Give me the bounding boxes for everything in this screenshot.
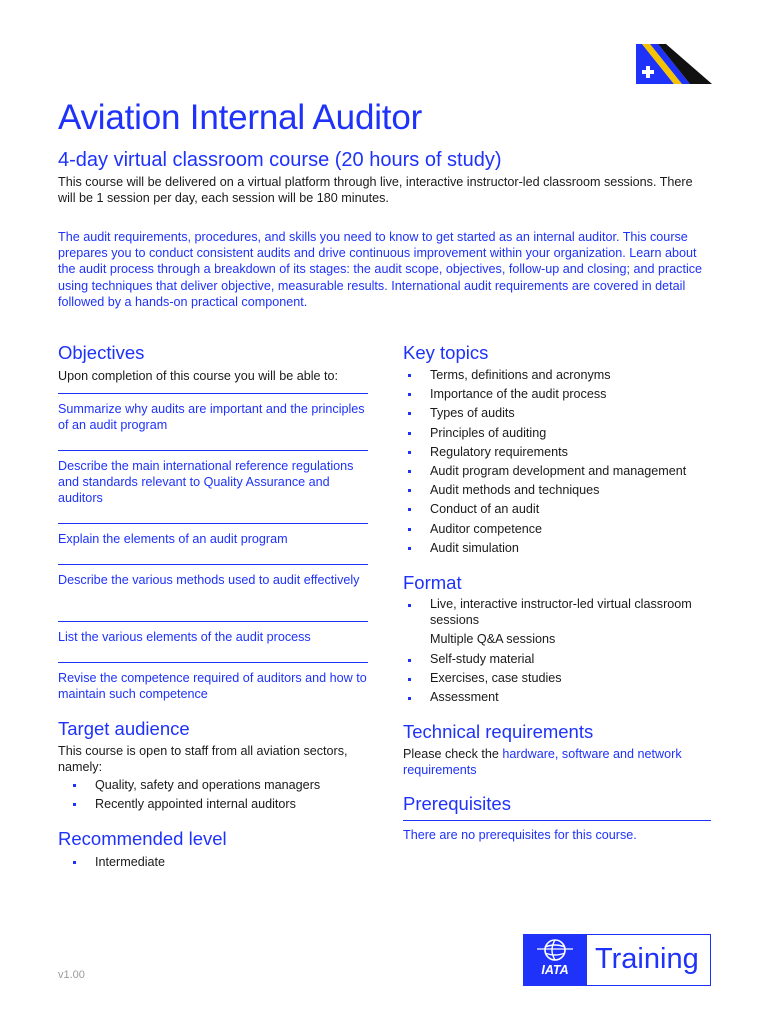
version-label: v1.00 [58, 969, 85, 981]
key-topics-list [403, 366, 713, 558]
prerequisites-heading: Prerequisites [403, 793, 511, 814]
list-item: Quality, safety and operations managers [58, 776, 368, 795]
requirements-link[interactable]: hardware, software and network requirements [403, 747, 682, 778]
list-item: Self-study material [403, 651, 713, 667]
list-item: Assessment [403, 689, 713, 705]
format-list [403, 596, 713, 708]
recommended-level-list [58, 853, 368, 872]
recommended-level-heading: Recommended level [58, 828, 227, 849]
objective-item: Explain the elements of an audit program [58, 523, 368, 564]
list-item: Conduct of an audit [403, 500, 713, 519]
list-item: Audit simulation [403, 539, 713, 558]
list-item: Principles of auditing [403, 424, 713, 443]
objective-item: Describe the various methods used to audit effectively [58, 564, 368, 621]
list-item: Recently appointed internal auditors [58, 795, 368, 814]
list-item: Regulatory requirements [403, 443, 713, 462]
objectives-list [58, 393, 368, 719]
technical-requirements-prefix: Please check the [403, 747, 503, 761]
list-item: Exercises, case studies [403, 670, 713, 686]
target-audience-heading: Target audience [58, 718, 190, 739]
list-item: Live, interactive instructor-led virtual classroom sessions [403, 596, 713, 628]
badge-corner-fold [700, 935, 710, 945]
list-item: Auditor competence [403, 520, 713, 539]
list-item: Types of audits [403, 404, 713, 423]
training-label: Training [595, 943, 699, 975]
objective-item: Describe the main international reference regulations and standards relevant to Quality Assurance and auditors [58, 450, 368, 523]
objectives-heading: Objectives [58, 342, 145, 363]
list-item: Terms, definitions and acronyms [403, 366, 713, 385]
target-audience-intro: This course is open to staff from all aviation sectors, namely: [58, 744, 348, 775]
iata-logo-block [523, 934, 587, 986]
page-title: Aviation Internal Auditor [58, 98, 423, 137]
target-audience-list [58, 776, 368, 814]
list-item: Importance of the audit process [403, 385, 713, 404]
list-item: Audit program development and management [403, 462, 713, 481]
iata-training-badge [523, 934, 711, 986]
page-subtitle: 4-day virtual classroom course (20 hours of study) [58, 149, 502, 171]
key-topics-heading: Key topics [403, 342, 489, 363]
iata-brand-text: IATA [541, 963, 569, 977]
technical-requirements-heading: Technical requirements [403, 721, 594, 742]
prerequisites-divider [403, 820, 711, 821]
objective-item: Revise the competence required of auditors and how to maintain such competence [58, 662, 368, 719]
list-item: Intermediate [58, 853, 368, 872]
list-item: Audit methods and techniques [403, 481, 713, 500]
prerequisites-text: There are no prerequisites for this course. [403, 828, 637, 842]
course-delivery-text: This course will be delivered on a virtual platform through live, interactive instructor-led classroom sessions. There will be 1 session per day, each session will be 180 minutes. [58, 175, 693, 206]
list-item: Multiple Q&A sessions [430, 632, 556, 647]
objective-item: Summarize why audits are important and the principles of an audit program [58, 393, 368, 450]
corner-logo-icon [636, 40, 712, 84]
technical-requirements-text [403, 746, 713, 778]
objective-item: List the various elements of the audit process [58, 621, 368, 662]
objectives-intro: Upon completion of this course you will be able to: [58, 369, 339, 383]
course-description: The audit requirements, procedures, and skills you need to know to get started as an internal auditor. This course prepares you to conduct consistent audits and drive continuous improvement within your organization. Learn about the audit process through a breakdown of its stages: the audit scope, objectives, follow-up and closing; and practice using techniques that deliver objective, measurable results. International audit requirements are covered in detail followed by a hands-on practical component. [58, 230, 703, 309]
format-heading: Format [403, 572, 462, 593]
iata-globe-icon [523, 934, 587, 964]
